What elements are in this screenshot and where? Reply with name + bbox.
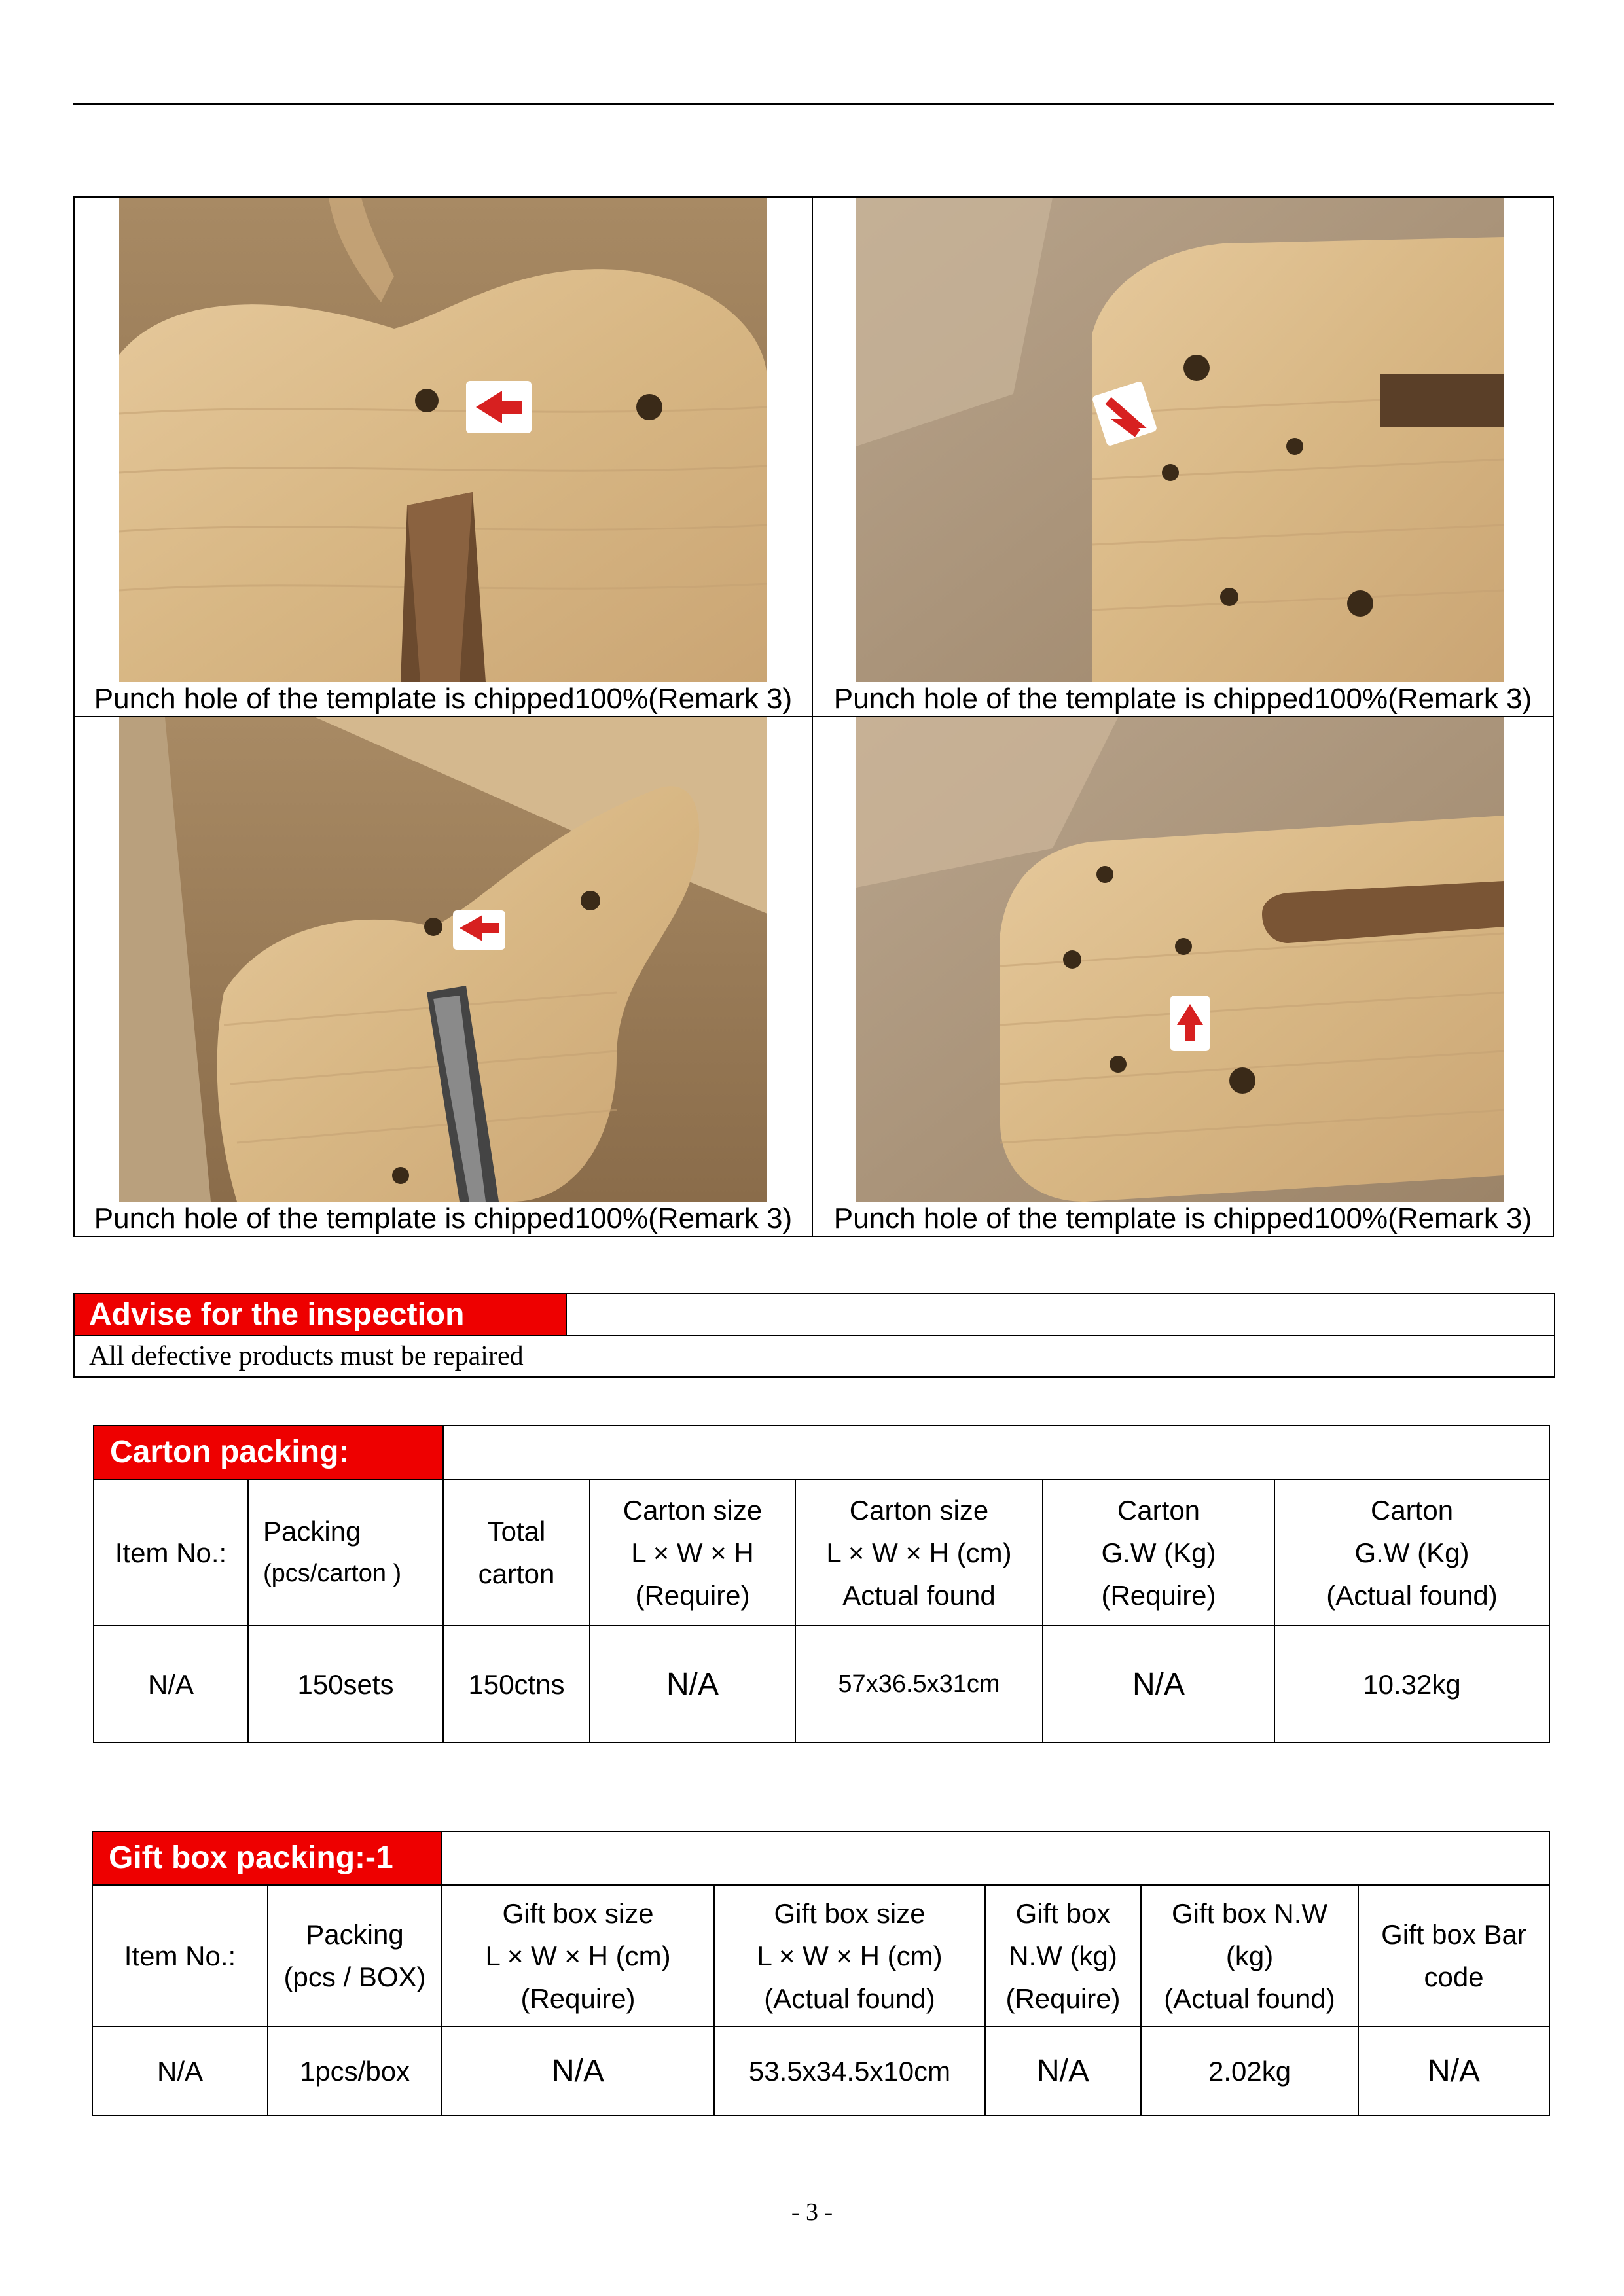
cell-size-actual: 57x36.5x31cm [795,1626,1043,1742]
photo-cell-2 [812,197,1553,717]
col-header-item: Item No.: [92,1885,268,2026]
gift-title-blank [442,1831,1549,1885]
cell-barcode: N/A [1358,2026,1549,2115]
cell-item: N/A [94,1626,248,1742]
wood-template-photo-icon [119,717,767,1202]
advise-text: All defective products must be repaired [74,1335,1555,1377]
cell-size-require: N/A [590,1626,795,1742]
wood-template-photo-icon [856,717,1504,1202]
photo-cell-3 [74,717,812,1236]
cell-item: N/A [92,2026,268,2115]
cell-size-actual: 53.5x34.5x10cm [714,2026,985,2115]
photo-grid [73,196,1554,1237]
col-header-gw-require: Carton G.W (Kg) (Require) [1043,1479,1274,1626]
col-header-size-require: Gift box size L × W × H (cm) (Require) [442,1885,714,2026]
col-header-item: Item No.: [94,1479,248,1626]
advise-title-blank [566,1293,1555,1335]
col-header-size-actual: Carton size L × W × H (cm) Actual found [795,1479,1043,1626]
wood-template-photo-icon [119,198,767,682]
cell-packing: 150sets [248,1626,443,1742]
photo-caption: Punch hole of the template is chipped100%(Remark 3) [833,683,1532,715]
cell-nw-actual: 2.02kg [1141,2026,1358,2115]
gift-box-packing-title: Gift box packing:-1 [92,1831,442,1885]
cell-size-require: N/A [442,2026,714,2115]
wood-template-photo-icon [856,198,1504,682]
table-row [94,1626,1549,1742]
gift-box-packing-table [92,1831,1550,2116]
col-header-size-actual: Gift box size L × W × H (cm) (Actual found) [714,1885,985,2026]
cell-nw-require: N/A [985,2026,1141,2115]
carton-packing-title: Carton packing: [94,1426,443,1479]
photo-cell-4 [812,717,1553,1236]
photo-caption: Punch hole of the template is chipped100%(Remark 3) [94,683,793,715]
carton-title-blank [443,1426,1549,1479]
cell-gw-actual: 10.32kg [1274,1626,1549,1742]
cell-gw-require: N/A [1043,1626,1274,1742]
photo-caption: Punch hole of the template is chipped100%(Remark 3) [94,1202,793,1234]
advise-section [73,1293,1555,1378]
col-header-packing: Packing (pcs / BOX) [268,1885,442,2026]
col-header-size-require: Carton size L × W × H (Require) [590,1479,795,1626]
header-rule [73,103,1554,105]
carton-packing-table [93,1425,1550,1743]
cell-total: 150ctns [443,1626,590,1742]
col-header-nw-actual: Gift box N.W (kg) (Actual found) [1141,1885,1358,2026]
col-header-total: Total carton [443,1479,590,1626]
col-header-packing: Packing (pcs/carton ) [248,1479,443,1626]
photo-cell-1 [74,197,812,717]
photo-caption: Punch hole of the template is chipped100%(Remark 3) [833,1202,1532,1234]
advise-title: Advise for the inspection [74,1293,566,1335]
col-header-gw-actual: Carton G.W (Kg) (Actual found) [1274,1479,1549,1626]
page-number: - 3 - [791,2198,833,2226]
table-row [92,2026,1549,2115]
cell-packing: 1pcs/box [268,2026,442,2115]
col-header-barcode: Gift box Bar code [1358,1885,1549,2026]
col-header-nw-require: Gift box N.W (kg) (Require) [985,1885,1141,2026]
